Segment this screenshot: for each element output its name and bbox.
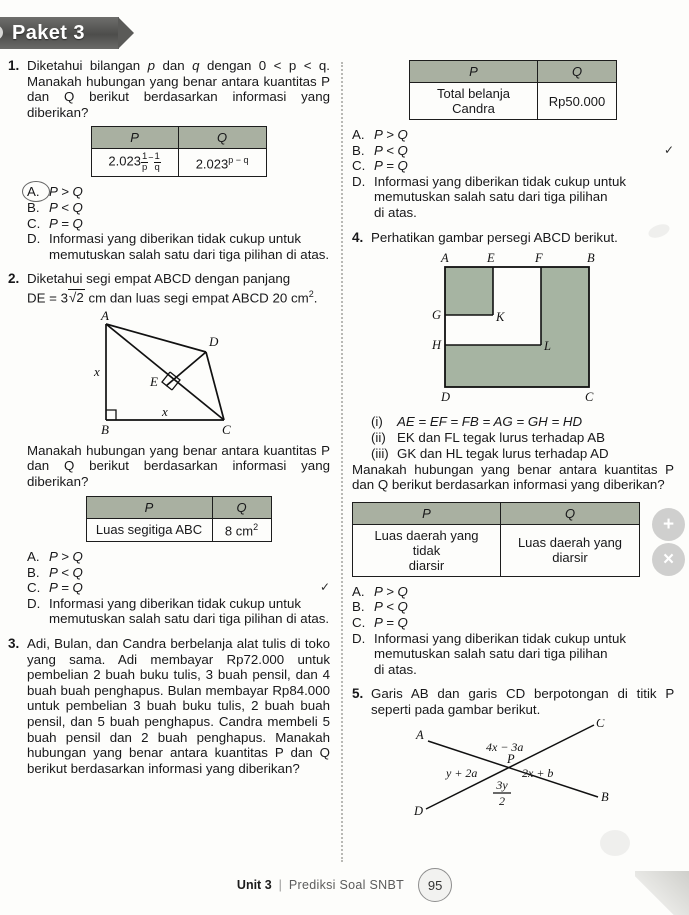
q2-q-sup: 2 xyxy=(253,521,259,532)
q2-option-a-text: P > Q xyxy=(49,549,83,564)
q1-text-part3: dengan 0 < p < q. xyxy=(199,58,331,73)
packet-header-ribbon xyxy=(0,17,119,49)
q3-option-b-letter: B. xyxy=(352,142,365,158)
q4-option-c-letter: C. xyxy=(352,614,366,630)
q4-label-D: D xyxy=(440,390,450,405)
q2-cell-q xyxy=(212,518,271,541)
q4-p-line1: Luas daerah yang tidak xyxy=(374,527,479,558)
question-3-table xyxy=(409,60,617,120)
q3-option-d-text3: di atas. xyxy=(374,204,417,220)
zoom-in-button[interactable] xyxy=(652,508,685,541)
q4-text-line2: Manakah hubungan yang benar antara kuantitas xyxy=(352,461,658,477)
q2-option-b-letter: B. xyxy=(27,564,40,580)
q4-label-E: E xyxy=(486,251,495,266)
q4-p-line2: diarsir xyxy=(408,557,445,573)
table-header-q: Q xyxy=(501,502,640,524)
q4-text-line3: P dan Q berikut berdasarkan informasi yang xyxy=(352,461,674,493)
q2-option-b[interactable] xyxy=(27,565,330,581)
question-3-text: Adi, Bulan, dan Candra berbelanja alat tulis di toko yang sama. Adi membayar Rp72.000 untuk pembelian 2 buah buku tulis, 3 buah pensil, dan 4 buah buah penghapus. Bulan membayar Rp84.000 untuk pembelian 3 buah buku tulis, 2 buah buah pensil, dan 5 buah penghapus. Candra membeli 5 buah pensil dan 2 buah penghapus. Manakah hubungan yang benar antara kuantitas P dan Q berikut berdasarkan informasi yang diberikan? xyxy=(27,635,330,776)
q4-option-b-letter: B. xyxy=(352,599,365,615)
question-2 xyxy=(8,271,330,627)
q2-option-d[interactable] xyxy=(27,596,330,612)
q4-statement-ii-marker: (ii) xyxy=(371,429,386,445)
q3-cell-p: Total belanja Candra xyxy=(410,83,538,120)
question-1-table xyxy=(91,126,267,177)
q4-text-line4: diberikan? xyxy=(603,477,665,493)
q3-option-d-text: Informasi yang diberikan tidak cukup untuk xyxy=(374,173,627,189)
q1-option-d-letter: D. xyxy=(27,231,41,247)
q4-statement-i xyxy=(371,414,674,430)
q4-option-a-text: P > Q xyxy=(374,583,408,599)
q2-option-c[interactable] xyxy=(27,580,330,596)
q1-q-base: 2.023 xyxy=(195,156,229,171)
table-header-row xyxy=(353,502,640,524)
q1-option-a[interactable] xyxy=(27,184,330,200)
question-2-number: 2. xyxy=(8,271,20,287)
plus-icon: + xyxy=(662,514,675,535)
q2-option-d-letter: D. xyxy=(27,595,41,611)
q1-p-frac2-den: q xyxy=(154,162,160,174)
q4-label-F: F xyxy=(534,251,543,266)
ribbon-body xyxy=(0,17,119,49)
q2-text-line5: diberikan? xyxy=(27,474,89,490)
q4-statement-ii-text: EK dan FL tegak lurus terhadap AB xyxy=(397,429,605,445)
question-4-table xyxy=(352,502,640,577)
question-3-number: 3. xyxy=(8,635,20,651)
q1-text-part1: Diketahui bilangan xyxy=(27,58,148,73)
q1-var-q: q xyxy=(192,58,200,73)
q5-label-D: D xyxy=(413,804,423,819)
q5-text-line2: seperti pada gambar berikut. xyxy=(371,701,541,717)
q4-cell-p xyxy=(353,524,501,576)
q2-label-A: A xyxy=(100,309,109,323)
q4-statement-ii xyxy=(371,430,674,446)
question-2-table xyxy=(86,496,272,542)
q2-text-line4: P dan Q berikut berdasarkan informasi yang xyxy=(27,442,330,474)
table-header-q: Q xyxy=(178,127,266,149)
q4-option-b-text: P < Q xyxy=(374,599,408,615)
q4-label-B: B xyxy=(586,251,595,266)
q4-statement-i-text: AE = EF = FB = AG = GH = HD xyxy=(397,414,583,430)
table-row xyxy=(410,83,617,120)
q1-p-frac1-num: 1 xyxy=(141,151,148,163)
question-2-figure-quadrilateral xyxy=(84,310,274,438)
question-3-options xyxy=(352,127,674,221)
q3-cell-q: Rp50.000 xyxy=(538,83,617,120)
page-footer xyxy=(0,868,689,902)
q4-option-a-letter: A. xyxy=(352,583,365,599)
q2-option-d-text2: memutuskan salah satu dari tiga pilihan di atas. xyxy=(49,611,330,627)
q4-cell-q xyxy=(501,524,640,576)
question-5-text xyxy=(371,686,674,717)
q5-angle-bottom-numerator: 3y xyxy=(495,778,508,793)
q2-area-sup: 2 xyxy=(308,288,314,299)
question-1 xyxy=(8,58,330,262)
table-row xyxy=(353,524,640,576)
q1-text-line3: P dan Q berikut berdasarkan informasi yang xyxy=(27,73,330,105)
q2-label-B: B xyxy=(100,421,109,437)
q5-angle-top: 4x − 3a xyxy=(485,740,523,755)
q3-option-a-text: P > Q xyxy=(374,127,408,142)
q3-option-d[interactable] xyxy=(352,174,674,190)
q1-option-c-letter: C. xyxy=(27,215,41,231)
q1-option-b[interactable] xyxy=(27,200,330,216)
q2-period: . xyxy=(313,290,318,306)
q4-option-a[interactable] xyxy=(352,584,674,600)
q3-option-c-letter: C. xyxy=(352,158,366,174)
q4-option-d-letter: D. xyxy=(352,630,366,646)
q1-option-c[interactable] xyxy=(27,216,330,232)
q3-option-c[interactable] xyxy=(352,158,674,174)
q1-option-d-text: Informasi yang diberikan tidak cukup untuk xyxy=(49,231,302,247)
q3-answer-check-icon: ✓ xyxy=(663,142,674,157)
q1-p-base: 2.023 xyxy=(108,154,141,170)
q1-option-b-text: P < Q xyxy=(49,199,83,215)
q4-label-L: L xyxy=(543,339,551,354)
question-4-text-line1: Perhatikan gambar persegi ABCD berikut. xyxy=(371,229,618,245)
q4-option-d-text3: di atas. xyxy=(374,661,417,677)
q4-statement-iii-marker: (iii) xyxy=(371,445,389,461)
table-header-p: P xyxy=(410,61,538,83)
q2-label-D: D xyxy=(208,333,218,349)
q3-option-b[interactable] xyxy=(352,143,674,159)
q4-option-c-text: P = Q xyxy=(374,614,408,630)
q4-label-H: H xyxy=(431,338,441,353)
table-header-row xyxy=(86,496,271,518)
q2-option-c-text: P = Q xyxy=(49,580,83,596)
q2-option-a-letter: A. xyxy=(27,549,40,564)
page-number: 95 xyxy=(418,868,452,902)
q3-option-a[interactable] xyxy=(352,127,674,143)
question-1-text xyxy=(27,58,330,120)
q5-label-B: B xyxy=(600,790,609,805)
question-4 xyxy=(352,230,674,493)
question-5 xyxy=(352,686,674,824)
q4-statement-i-marker: (i) xyxy=(371,414,383,430)
q2-label-x-bottom: x xyxy=(161,403,168,419)
scan-artifact-2 xyxy=(600,830,630,856)
q4-label-A: A xyxy=(440,251,449,266)
q1-text-line4: diberikan? xyxy=(27,104,89,120)
q4-statement-iii xyxy=(371,446,674,462)
q5-label-A: A xyxy=(415,728,424,743)
q4-option-d-text2: memutuskan salah satu dari tiga pilihan xyxy=(374,646,608,662)
q2-label-E: E xyxy=(149,373,158,389)
q1-option-a-letter: A. xyxy=(27,184,49,200)
q5-label-C: C xyxy=(595,719,604,731)
right-column xyxy=(352,58,674,833)
q4-q-line2: diarsir xyxy=(552,550,588,566)
question-5-figure-intersecting-lines xyxy=(398,719,648,819)
q2-label-x-left: x xyxy=(93,363,100,379)
q2-option-d-text: Informasi yang diberikan tidak cukup untuk xyxy=(49,595,302,611)
footer-separator: | xyxy=(278,878,282,892)
q1-cell-q xyxy=(178,149,266,177)
q2-text-line3: Manakah hubungan yang benar antara kuantitas xyxy=(27,442,317,458)
table-header-row xyxy=(91,127,266,149)
q1-text-part2: dan xyxy=(155,58,193,73)
q4-option-d[interactable] xyxy=(352,631,674,647)
table-header-q: Q xyxy=(538,61,617,83)
q1-cell-p xyxy=(91,149,178,177)
q5-label-P: P xyxy=(506,752,515,767)
question-4-number: 4. xyxy=(352,229,364,245)
q2-option-c-letter: C. xyxy=(27,580,41,596)
q4-label-K: K xyxy=(495,310,504,325)
q1-option-d[interactable] xyxy=(27,231,330,247)
q4-label-C: C xyxy=(584,390,593,405)
q1-text-line2: Manakah hubungan yang benar antara kuantitas xyxy=(27,73,317,89)
q1-option-b-letter: B. xyxy=(27,199,40,215)
q4-q-line1: Luas daerah yang xyxy=(517,535,623,551)
q1-q-exponent: p − q xyxy=(228,154,249,165)
question-1-number: 1. xyxy=(8,58,20,73)
q4-option-c[interactable] xyxy=(352,615,674,631)
q2-q-number: 8 cm xyxy=(224,523,254,538)
question-2-text xyxy=(27,271,330,306)
page-corner-fold xyxy=(635,871,689,915)
ribbon-dot-icon xyxy=(0,25,3,40)
q1-p-frac2-num: 1 xyxy=(154,151,160,163)
close-button[interactable] xyxy=(652,543,685,576)
q2-option-b-text: P < Q xyxy=(49,564,83,580)
q2-area-text: cm dan luas segi empat ABCD 20 cm xyxy=(84,290,309,306)
q4-option-d-text: Informasi yang diberikan tidak cukup untuk xyxy=(374,630,627,646)
q4-label-G: G xyxy=(431,308,441,323)
close-icon: × xyxy=(662,549,675,570)
table-row xyxy=(86,518,271,541)
footer-unit: Unit 3 xyxy=(236,878,272,892)
q3-option-d-letter: D. xyxy=(352,173,366,189)
question-1-options xyxy=(27,184,330,262)
question-2-options xyxy=(27,549,330,627)
q2-text-line1: Diketahui segi empat ABCD dengan panjang xyxy=(27,271,291,287)
left-column xyxy=(8,58,330,785)
q1-p-minus: − xyxy=(148,152,154,163)
question-3 xyxy=(8,636,330,776)
question-2-text-2 xyxy=(27,443,330,490)
question-4-options xyxy=(352,584,674,678)
q4-shaded-square-aekg xyxy=(445,267,493,315)
table-header-p: P xyxy=(86,496,212,518)
table-row xyxy=(91,149,266,177)
table-header-q: Q xyxy=(212,496,271,518)
q2-de-value: DE = 3 xyxy=(27,290,69,306)
column-divider xyxy=(341,62,343,862)
question-4-text-2 xyxy=(352,462,674,493)
q2-option-a[interactable] xyxy=(27,549,330,565)
q2-cell-p: Luas segitiga ABC xyxy=(86,518,212,541)
overlay-button-stack[interactable] xyxy=(652,508,687,578)
q5-angle-left: y + 2a xyxy=(445,766,477,781)
q2-sqrt-radicand: 2 xyxy=(76,290,84,306)
q4-option-b[interactable] xyxy=(352,599,674,615)
q4-statement-iii-text: GK dan HL tegak lurus terhadap AD xyxy=(397,445,609,461)
q1-var-p: p xyxy=(147,58,156,73)
q1-option-a-text: P > Q xyxy=(49,184,83,200)
q5-text-line1: Garis AB dan garis CD berpotongan di titik P xyxy=(371,686,674,702)
question-4-figure-square xyxy=(423,249,623,409)
q1-p-frac2 xyxy=(154,152,161,173)
q2-label-C: C xyxy=(221,421,231,437)
q3-option-b-text: P < Q xyxy=(374,142,408,158)
q5-angle-right: 2x + b xyxy=(521,766,553,781)
q2-sqrt: √2 xyxy=(69,290,84,306)
q1-option-c-text: P = Q xyxy=(49,215,83,231)
q1-option-d-text2: memutuskan salah satu dari tiga pilihan di atas. xyxy=(49,246,330,262)
footer-subtitle: Prediksi Soal SNBT xyxy=(288,878,405,892)
q5-angle-bottom-denominator: 2 xyxy=(498,794,505,809)
q1-p-frac1-den: p xyxy=(141,162,148,174)
table-header-p: P xyxy=(91,127,178,149)
q2-answer-check-icon: ✓ xyxy=(319,580,330,595)
table-header-p: P xyxy=(353,502,501,524)
table-header-row xyxy=(410,61,617,83)
packet-title: Paket 3 xyxy=(12,21,85,44)
q3-option-d-text2: memutuskan salah satu dari tiga pilihan xyxy=(374,189,608,205)
question-5-number: 5. xyxy=(352,686,364,702)
q3-option-a-letter: A. xyxy=(352,127,365,142)
q3-option-c-text: P = Q xyxy=(374,158,408,174)
